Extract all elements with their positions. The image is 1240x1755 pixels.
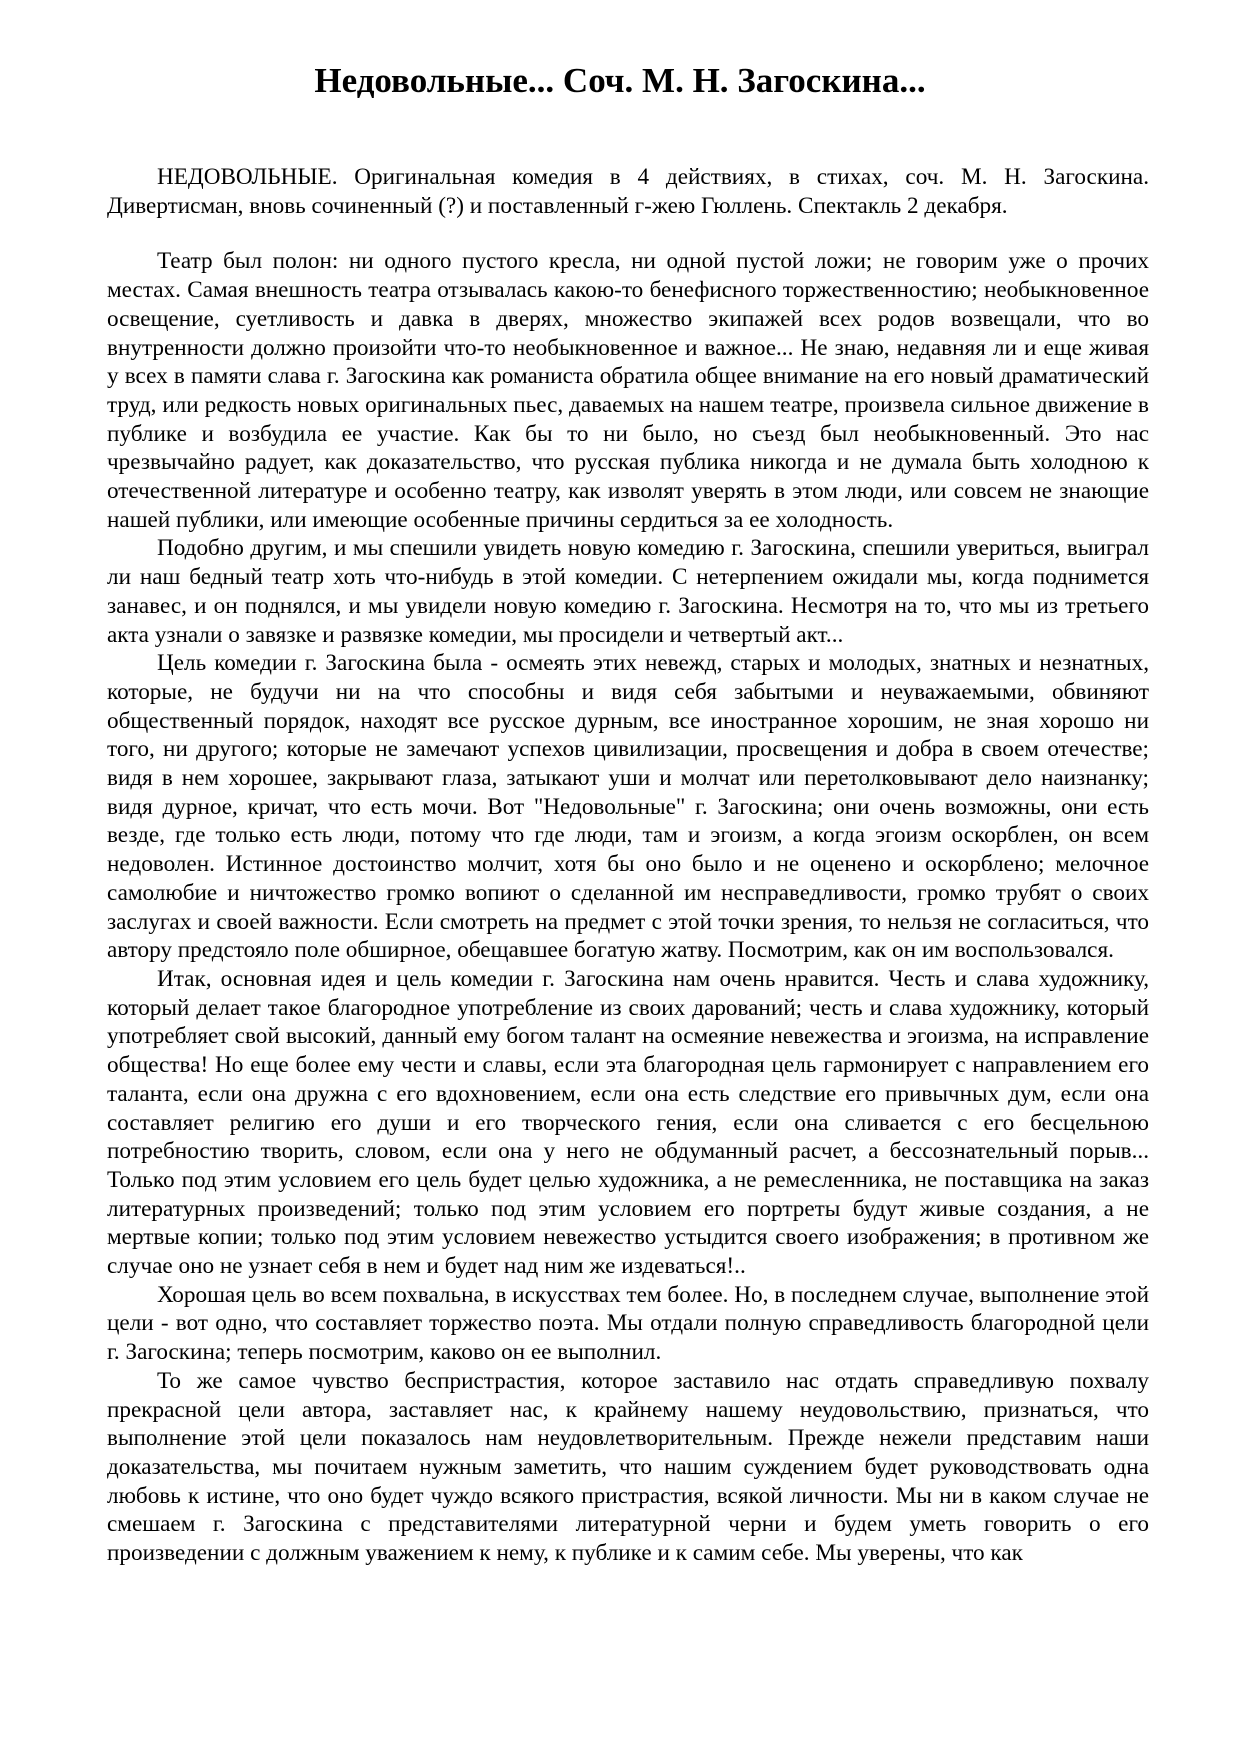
paragraph: Хорошая цель во всем похвальна, в искусствах тем более. Но, в последнем случае, выполнение этой цели - вот одно, что составляет торжество поэта. Мы отдали полную справедливость благородной цели г. Загоскина; теперь посмотрим, каково он ее выполнил.	[107, 1281, 1149, 1366]
paragraph: Подобно другим, и мы спешили увидеть новую комедию г. Загоскина, спешили увериться, выиграл ли наш бедный театр хоть что-нибудь в этой комедии. С нетерпением ожидали мы, когда поднимется занавес, и он поднялся, и мы увидели новую комедию г. Загоскина. Несмотря на то, что мы из третьего акта узнали о завязке и развязке комедии, мы просидели и четвертый акт...	[107, 535, 1149, 648]
paragraph: Цель комедии г. Загоскина была - осмеять этих невежд, старых и молодых, знатных и незнатных, которые, не будучи ни на что способны и видя себя забытыми и неуважаемыми, обвиняют общественный порядок, находят все русское дурным, все иностранное хорошим, не зная хорошо ни того, ни другого; которые не замечают успехов цивилизации, просвещения и добра в своем отечестве; видя в нем хорошее, закрывают глаза, затыкают уши и молчат или перетолковывают дело наизнанку; видя дурное, кричат, что есть мочи. Вот "Недовольные" г. Загоскина; они очень возможны, они есть везде, где только есть люди, потому что где люди, там и эгоизм, а когда эгоизм оскорблен, он всем недоволен. Истинное достоинство молчит, хотя бы оно было и не оценено и оскорблено; мелочное самолюбие и ничтожество громко вопиют о сделанной им несправедливости, громко трубят о своих заслугах и своей важности. Если смотреть на предмет с этой точки зрения, то нельзя не согласиться, что автору предстояло поле обширное, обещавшее богатую жатву. Посмотрим, как он им воспользовался.	[107, 650, 1149, 964]
paragraph: Театр был полон: ни одного пустого кресла, ни одной пустой ложи; не говорим уже о прочих местах. Самая внешность театра отзывалась какою-то бенефисного торжественностию; необыкновенное освещение, суетливость и давка в дверях, множество экипажей всех родов возвещали, что во внутренности должно произойти что-то необыкновенное и важное... Не знаю, недавняя ли и еще живая у всех в памяти слава г. Загоскина как романиста обратила общее внимание на его новый драматический труд, или редкость новых оригинальных пьес, даваемых на нашем театре, произвела сильное движение в публике и возбудила ее участие. Как бы то ни было, но съезд был необыкновенный. Это нас чрезвычайно радует, как доказательство, что русская публика никогда и не думала быть холодною к отечественной литературе и особенно театру, как изволят уверять в этом люди, или совсем не знающие нашей публики, или имеющие особенные причины сердиться за ее холодность.	[107, 248, 1149, 533]
paragraph-announcement: НЕДОВОЛЬНЫЕ. Оригинальная комедия в 4 действиях, в стихах, соч. М. Н. Загоскина. Дивертисман, вновь сочиненный (?) и поставленный г-жею Гюллень. Спектакль 2 декабря.	[107, 164, 1149, 219]
document-title: Недовольные... Соч. М. Н. Загоскина...	[314, 61, 926, 100]
paragraph: Итак, основная идея и цель комедии г. Загоскина нам очень нравится. Честь и слава художнику, который делает такое благородное употребление из своих дарований; честь и слава художнику, который употребляет свой высокий, данный ему богом талант на осмеяние невежества и эгоизма, на исправление общества! Но еще более ему чести и славы, если эта благородная цель гармонирует с направлением его таланта, если она дружна с его вдохновением, если она есть следствие его привычных дум, если она составляет религию его души и его творческого гения, если она сливается с его бесцельною потребностию творить, словом, если она у него не обдуманный расчет, а бессознательный порыв... Только под этим условием его цель будет целью художника, а не ремесленника, не поставщика на заказ литературных произведений; только под этим условием его портреты будут живые создания, а не мертвые копии; только под этим условием невежество устыдится своего изображения; в противном же случае оно не узнает себя в нем и будет над ним же издеваться!..	[107, 965, 1149, 1280]
paragraph: То же самое чувство беспристрастия, которое заставило нас отдать справедливую похвалу прекрасной цели автора, заставляет нас, к крайнему нашему неудовольствию, признаться, что выполнение этой цели показалось нам неудовлетворительным. Прежде нежели представим наши доказательства, мы почитаем нужным заметить, что нашим суждением будет руководствовать одна любовь к истине, что оно будет чуждо всякого пристрастия, всякой личности. Мы ни в каком случае не смешаем г. Загоскина с представителями литературной черни и будем уметь говорить о его произведении с должным уважением к нему, к публике и к самим себе. Мы уверены, что как	[107, 1367, 1149, 1567]
document-body	[107, 163, 1149, 1568]
